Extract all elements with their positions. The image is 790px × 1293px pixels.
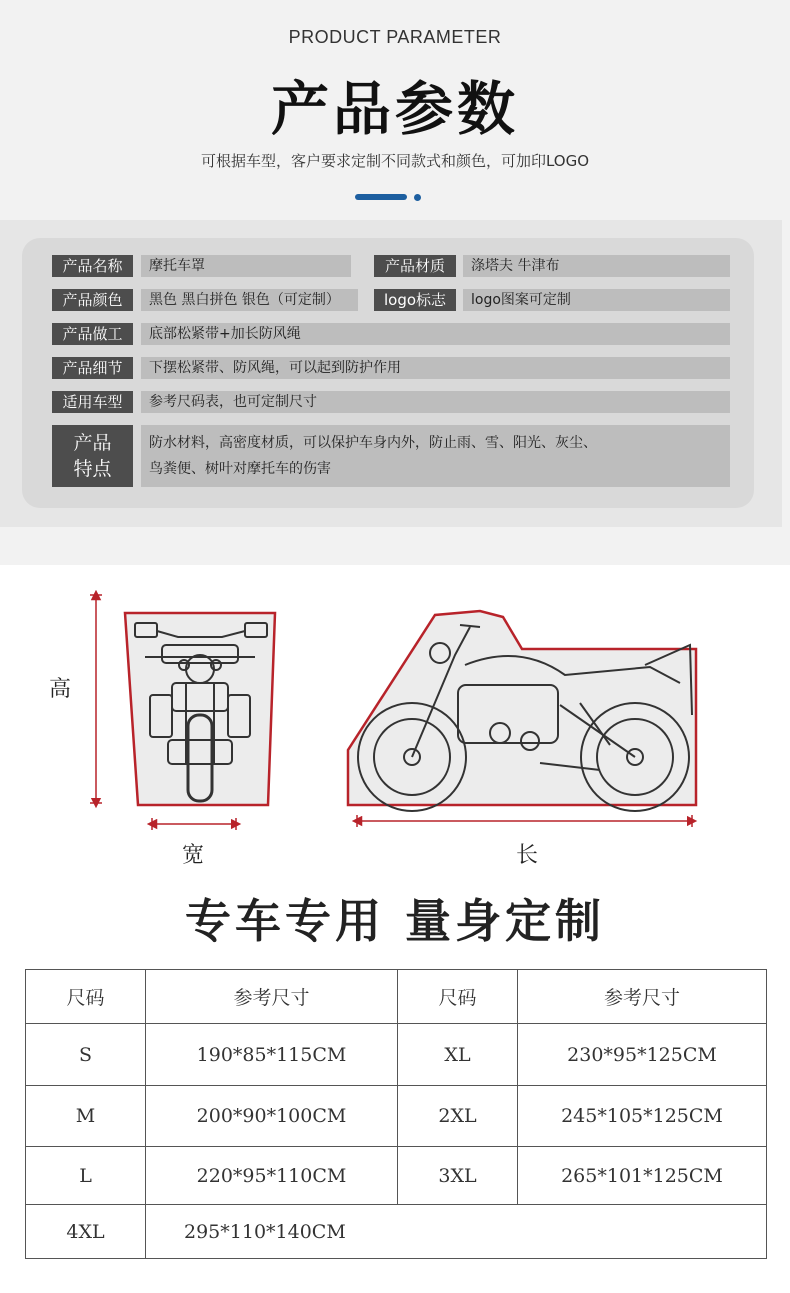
- dimension-cell: 200*90*100CM: [146, 1086, 398, 1147]
- page-title: 产品参数: [270, 75, 519, 143]
- header-dimension: 参考尺寸: [146, 970, 398, 1024]
- feature-label: [52, 425, 133, 487]
- table-row: [26, 1024, 767, 1086]
- table-row: [26, 1205, 767, 1259]
- decor-dot: [414, 194, 421, 201]
- feature-value-line1: 防水材料，高密度材质，可以保护车身内外，防止雨、雪、阳光、灰尘、: [149, 435, 597, 451]
- dimension-cell: 220*95*110CM: [146, 1147, 398, 1205]
- header-description: 可根据车型，客户要求定制不同款式和颜色，可加印LOGO: [200, 152, 590, 170]
- table-row: [26, 1086, 767, 1147]
- decor-dash: [355, 194, 407, 200]
- height-label: 高: [49, 677, 72, 702]
- color-value: 黑色 黑白拼色 银色（可定制）: [141, 289, 358, 311]
- craft-value: 底部松紧带+加长防风绳: [141, 323, 730, 345]
- size-cell: L: [26, 1147, 146, 1205]
- side-cover-outline: [348, 611, 696, 805]
- dimension-cell: 265*101*125CM: [518, 1147, 767, 1205]
- size-cell: 3XL: [398, 1147, 518, 1205]
- feature-label-line1: 产品: [73, 432, 112, 454]
- size-cell: 4XL: [26, 1205, 146, 1259]
- material-value: 涤塔夫 牛津布: [463, 255, 730, 277]
- subtitle-en: PRODUCT PARAMETER: [288, 27, 502, 47]
- dimension-cell: 245*105*125CM: [518, 1086, 767, 1147]
- table-row: [26, 1147, 767, 1205]
- fit-label: 适用车型: [52, 391, 133, 413]
- dimension-cell: 295*110*140CM: [146, 1205, 767, 1259]
- detail-label: 产品细节: [52, 357, 133, 379]
- fit-value: 参考尺码表，也可定制尺寸: [141, 391, 730, 413]
- length-label: 长: [516, 843, 539, 868]
- size-cell: XL: [398, 1024, 518, 1086]
- dimension-cell: 230*95*125CM: [518, 1024, 767, 1086]
- size-cell: 2XL: [398, 1086, 518, 1147]
- header-dimension: 参考尺寸: [518, 970, 767, 1024]
- header-size: 尺码: [398, 970, 518, 1024]
- dimension-cell: 190*85*115CM: [146, 1024, 398, 1086]
- table-header-row: [26, 970, 767, 1024]
- size-table: [25, 969, 767, 1259]
- dimension-diagram: [0, 565, 790, 875]
- material-label: 产品材质: [374, 255, 456, 277]
- craft-label: 产品做工: [52, 323, 133, 345]
- color-label: 产品颜色: [52, 289, 133, 311]
- name-label: 产品名称: [52, 255, 133, 277]
- feature-label-line2: 特点: [73, 458, 112, 480]
- logo-value: logo图案可定制: [463, 289, 730, 311]
- width-label: 宽: [182, 843, 205, 868]
- feature-value: [141, 425, 730, 487]
- name-value: 摩托车罩: [141, 255, 351, 277]
- slogan: 专车专用 量身定制: [184, 894, 605, 948]
- header-size: 尺码: [26, 970, 146, 1024]
- size-cell: S: [26, 1024, 146, 1086]
- front-cover-outline: [125, 613, 275, 805]
- logo-label: logo标志: [374, 289, 456, 311]
- feature-value-line2: 鸟粪便、树叶对摩托车的伤害: [149, 461, 331, 477]
- size-cell: M: [26, 1086, 146, 1147]
- detail-value: 下摆松紧带、防风绳，可以起到防护作用: [141, 357, 730, 379]
